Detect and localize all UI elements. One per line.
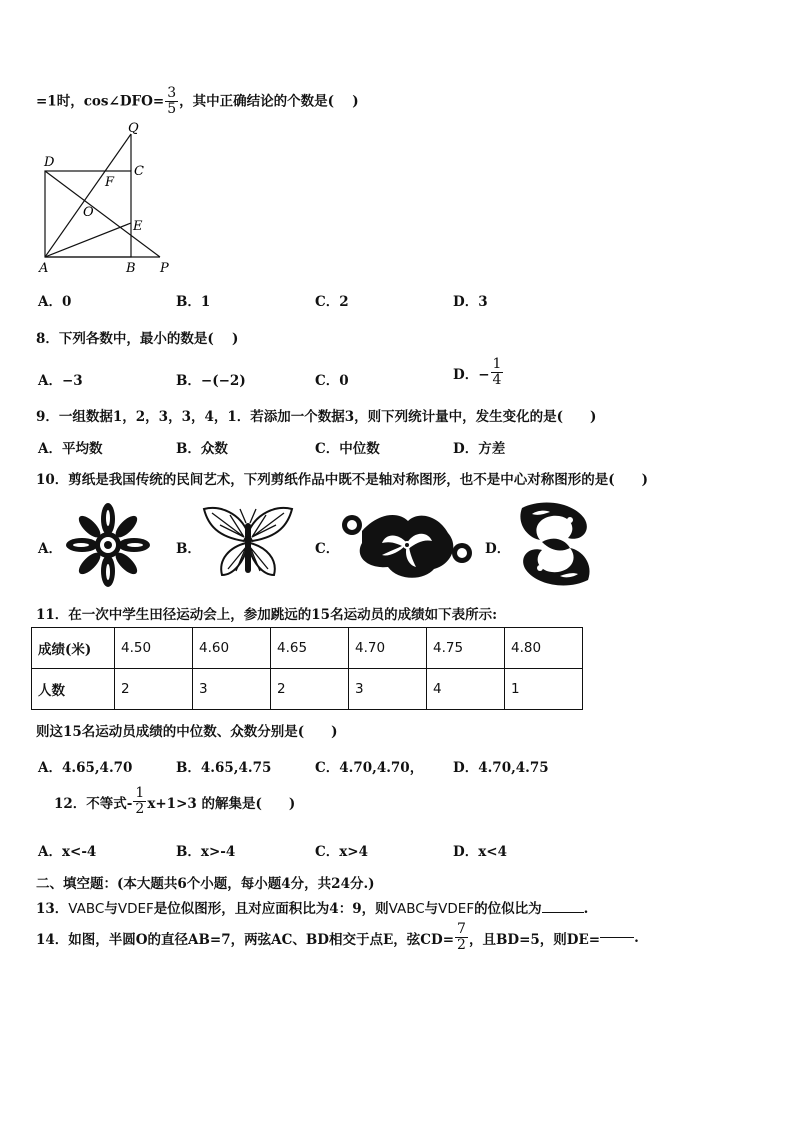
q10-stem: 10．剪纸是我国传统的民间艺术，下列剪纸作品中既不是轴对称图形，也不是中心对称图形的是( ) <box>36 472 649 488</box>
q13-triangle-abc: VABC <box>388 901 425 917</box>
table-cell: 3 <box>193 669 271 710</box>
label-q: Q <box>128 121 139 136</box>
table-header-distance: 成绩(米) <box>32 628 115 669</box>
q14-answer-blank[interactable] <box>600 937 634 938</box>
q9-option-d[interactable]: D．方差 <box>453 441 506 457</box>
q12-stem <box>54 786 295 818</box>
q8-option-b[interactable]: B．−(−2) <box>176 373 246 389</box>
q13-part: 13． <box>36 901 69 917</box>
q11-stem: 11．在一次中学生田径运动会上，参加跳远的15名运动员的成绩如下表所示: <box>36 607 498 623</box>
q13-triangle-abc: VABC <box>68 901 105 917</box>
q14-end: . <box>634 929 639 946</box>
q13-part: 是位似图形，且对应面积比为4：9，则 <box>153 901 389 917</box>
flower-papercut-icon[interactable] <box>63 500 153 590</box>
table-cell: 4.50 <box>115 628 193 669</box>
table-cell: 3 <box>349 669 427 710</box>
q13-part: 与 <box>104 901 118 917</box>
q7-fraction <box>165 86 178 118</box>
q7-option-c[interactable]: C．2 <box>315 294 349 310</box>
q14-fraction <box>455 922 468 954</box>
score-table <box>31 627 583 710</box>
q12-option-c[interactable]: C．x>4 <box>315 844 368 860</box>
q7-frac-den: 5 <box>167 101 177 118</box>
q8-option-d-fraction <box>491 357 504 389</box>
q11-option-c[interactable]: C．4.70,4.70， <box>315 760 424 776</box>
q13-answer-blank[interactable] <box>542 912 584 913</box>
q14-frac-den: 2 <box>457 937 466 954</box>
q14-stem-post: ，且BD=5，则DE= <box>468 931 601 948</box>
q11-option-a[interactable]: A．4.65,4.70 <box>38 760 133 776</box>
swirl-papercut-icon[interactable] <box>338 503 476 583</box>
q7-geometry-figure <box>30 120 190 280</box>
q10-option-d-label[interactable]: D． <box>485 541 511 557</box>
q8-option-d-prefix: D．− <box>453 366 490 383</box>
table-cell: 4 <box>427 669 505 710</box>
table-cell: 4.70 <box>349 628 427 669</box>
q9-stem: 9．一组数据1，2，3，3，4，1．若添加一个数据3，则下列统计量中，发生变化的是( ) <box>36 409 597 425</box>
table-header-count: 人数 <box>32 669 115 710</box>
table-cell: 2 <box>115 669 193 710</box>
label-o: O <box>83 205 94 220</box>
q7-stem-pre: =1时，cos∠DFO= <box>36 93 165 110</box>
q8-stem: 8．下列各数中，最小的数是( ) <box>36 331 239 347</box>
table-cell: 1 <box>505 669 583 710</box>
q8-d-frac-num: 1 <box>492 356 502 372</box>
q10-option-b-label[interactable]: B． <box>176 541 201 557</box>
table-row <box>32 669 583 710</box>
table-cell: 2 <box>271 669 349 710</box>
q12-stem-pre: 12．不等式- <box>54 795 133 812</box>
q14-stem-pre: 14．如图，半圆O的直径AB=7，两弦AC、BD相交于点E，弦CD= <box>36 931 455 948</box>
table-cell: 4.65 <box>271 628 349 669</box>
q7-stem-post: ，其中正确结论的个数是( ) <box>179 93 359 110</box>
q8-option-c[interactable]: C．0 <box>315 373 349 389</box>
fish-papercut-icon[interactable] <box>512 498 598 590</box>
q9-option-b[interactable]: B．众数 <box>176 441 228 457</box>
butterfly-papercut-icon[interactable] <box>200 503 296 583</box>
q11-option-b[interactable]: B．4.65,4.75 <box>176 760 272 776</box>
label-e: E <box>133 219 143 234</box>
q7-stem <box>36 86 359 118</box>
q11-question: 则这15名运动员成绩的中位数、众数分别是( ) <box>36 724 338 740</box>
q12-stem-post: x+1>3 的解集是( ) <box>147 795 296 812</box>
q14-frac-num: 7 <box>457 921 466 937</box>
q8-option-a[interactable]: A．−3 <box>38 373 83 389</box>
q13-stem <box>36 897 588 917</box>
q12-frac-num: 1 <box>135 785 145 801</box>
q12-fraction <box>133 786 146 818</box>
q13-triangle-def: VDEF <box>117 901 154 917</box>
q12-frac-den: 2 <box>135 801 145 818</box>
q11-option-d[interactable]: D．4.70,4.75 <box>453 760 549 776</box>
label-c: C <box>134 164 144 179</box>
label-p: P <box>160 261 169 276</box>
q13-end: . <box>583 901 589 917</box>
table-cell: 4.60 <box>193 628 271 669</box>
q7-option-b[interactable]: B．1 <box>176 294 211 310</box>
q12-option-d[interactable]: D．x<4 <box>453 844 507 860</box>
q9-option-c[interactable]: C．中位数 <box>315 441 380 457</box>
table-cell: 4.75 <box>427 628 505 669</box>
q13-triangle-def: VDEF <box>438 901 475 917</box>
q8-d-frac-den: 4 <box>492 372 502 389</box>
label-d: D <box>44 155 55 170</box>
q7-frac-num: 3 <box>167 85 177 101</box>
q12-option-a[interactable]: A．x<-4 <box>38 844 97 860</box>
q7-option-d[interactable]: D．3 <box>453 294 488 310</box>
q13-part: 的位似比为 <box>474 901 542 917</box>
table-cell: 4.80 <box>505 628 583 669</box>
q10-option-c-label[interactable]: C． <box>315 541 340 557</box>
label-b: B <box>126 261 136 276</box>
label-a: A <box>39 261 49 276</box>
q12-option-b[interactable]: B．x>-4 <box>176 844 236 860</box>
q7-option-a[interactable]: A．0 <box>38 294 72 310</box>
q8-option-d[interactable] <box>453 357 504 389</box>
label-f: F <box>105 175 115 190</box>
q10-option-a-label[interactable]: A． <box>38 541 62 557</box>
q14-stem <box>36 922 639 954</box>
table-row <box>32 628 583 669</box>
q9-option-a[interactable]: A．平均数 <box>38 441 103 457</box>
section-title-fill-in: 二、填空题：(本大题共6个小题，每小题4分，共24分.) <box>36 876 375 892</box>
q13-part: 与 <box>424 901 439 917</box>
